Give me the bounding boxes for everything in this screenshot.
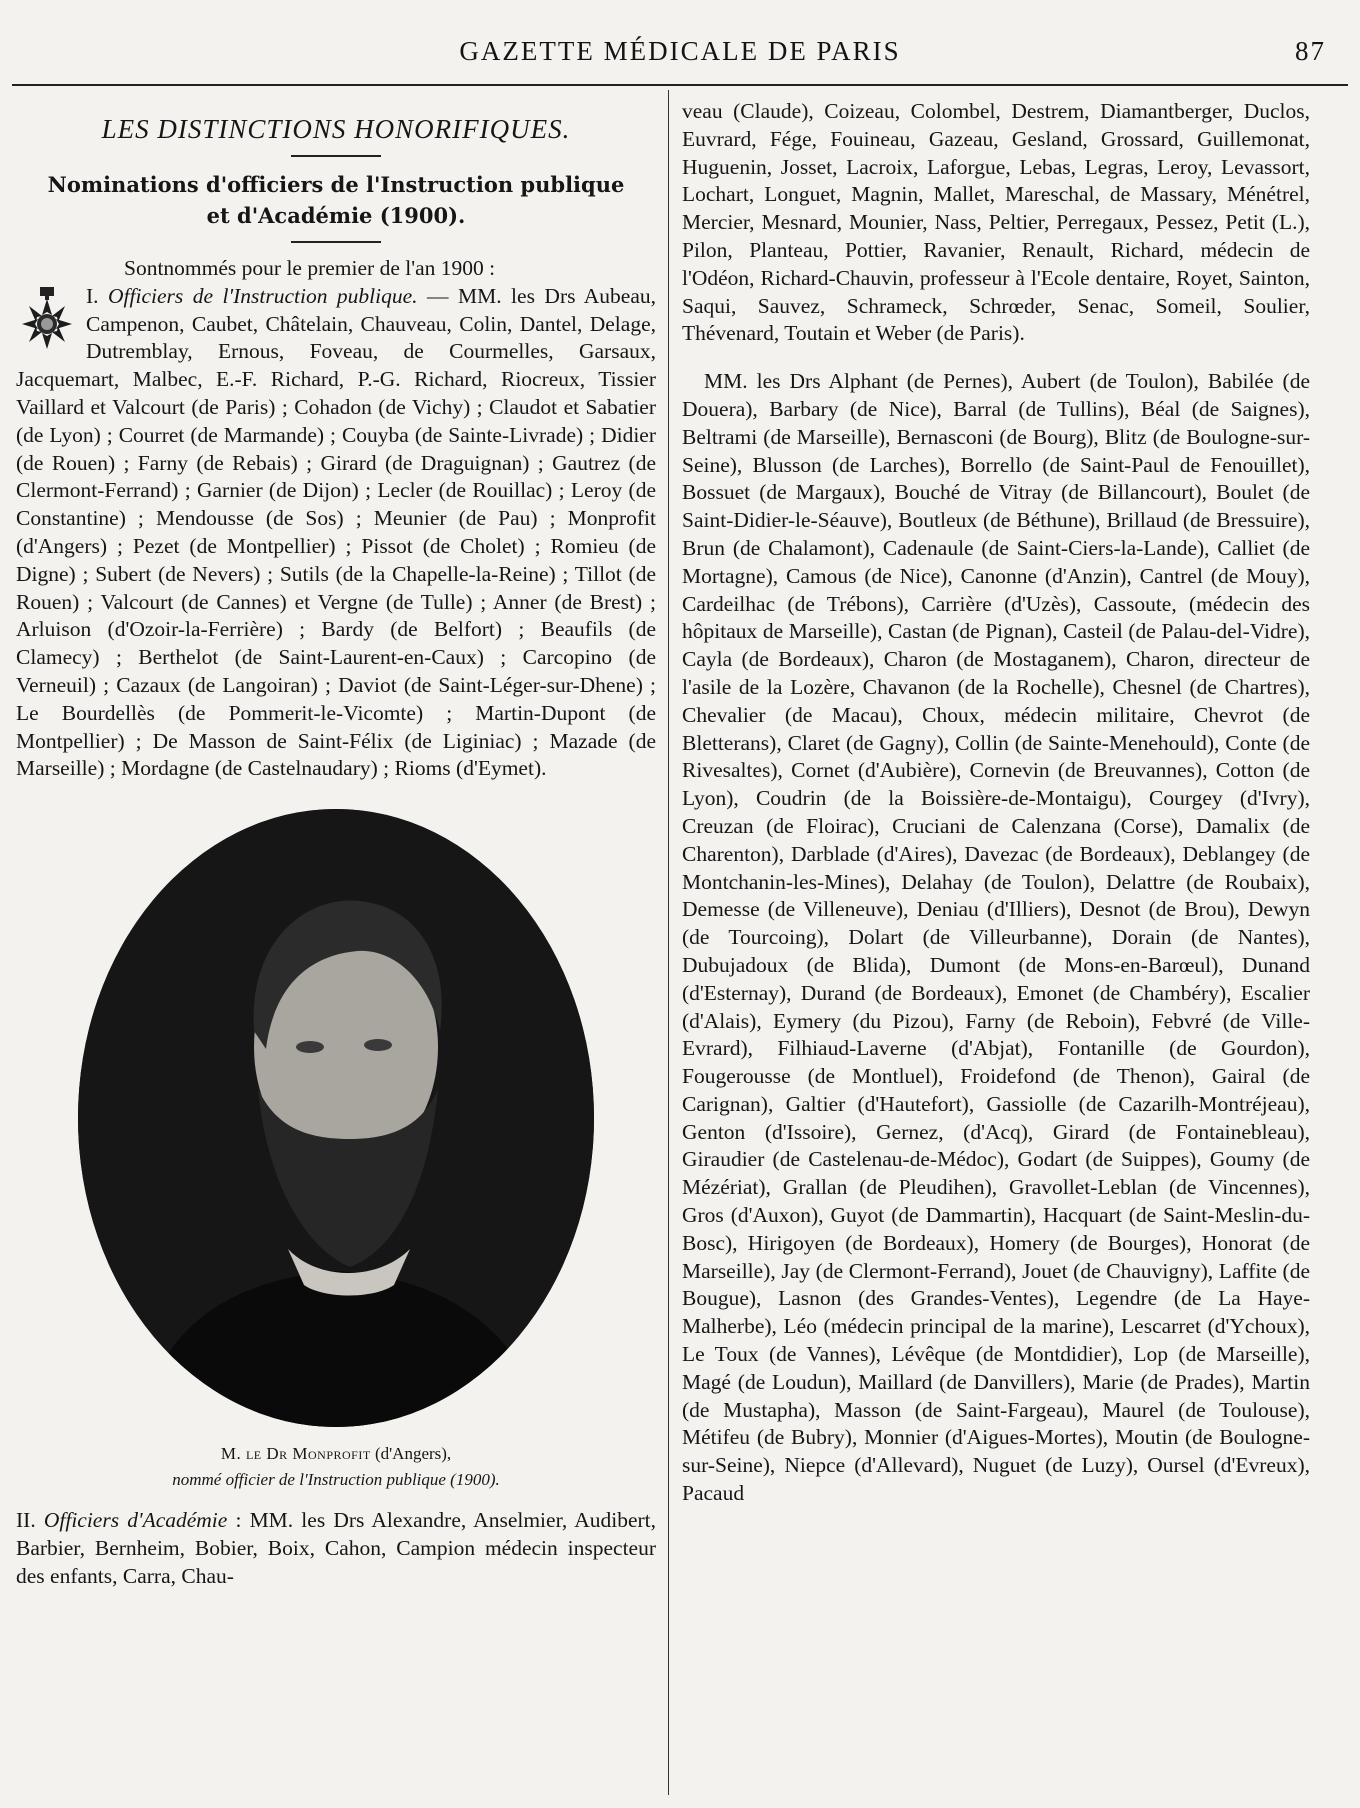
portrait-bearded-man (78, 809, 594, 1427)
portrait-figure (16, 809, 656, 1507)
right-paragraph-2: MM. les Drs Alphant (de Pernes), Aubert (de Toulon), Babilée (de Douera), Barbary (de Nice), Barral (de Tullins), Béal (de Saignes), Beltrami (de Marseille), Bernasconi (de Bourg), Blitz (de Boulogne-sur-Seine), Blusson (de Larches), Borrello (de Saint-Paul de Fenouillet), Bossuet (de Margaux), Bouché de Vitray (de Billancourt), Boulet (de Saint-Didier-le-Séauve), Boutleux (de Béthune), Brillaud (de Bressuire), Brun (de Chalamont), Cadenaule (de Saint-Ciers-la-Lande), Calliet (de Mortagne), Camous (de Nice), Canonne (d'Anzin), Cantrel (de Mouy), Cardeilhac (de Trébons), Carrière (d'Uzès), Cassoute, (médecin des hôpitaux de Marseille), Castan (de Pignan), Casteil (de Palau-del-Vidre), Cayla (de Bordeaux), Charon (de Mostaganem), Charon, directeur de l'asile de la Lozère, Chavanon (de la Rochelle), Chesnel (de Chartres), Chevalier (de Macau), Choux, médecin militaire, Chevrot (de Bletterans), Claret (de Gagny), Collin (de Sainte-Menehould), Conte (de Rivesaltes), Cornet (d'Aubière), Cornevin (de Breuvannes), Cotton (de Lyon), Coudrin (de la Boissière-de-Montaigu), Courgey (d'Ivry), Creuzan (de Floirac), Cruciani de Calenzana (Corse), Damalix (de Charenton), Darblade (d'Aires), Davezac (de Bordeaux), Deblangey (de Montchanin-les-Mines), Delahay (de Toulon), Delattre (de Roubaix), Demesse (de Villeneuve), Deniau (d'Illiers), Desnot (de Brou), Dewyn (de Tourcoing), Dolart (de Villeurbanne), Dorain (de Nantes), Dubujadoux (de Blida), Dumont (de Mons-en-Barœul), Dunand (d'Esternay), Durand (de Bordeaux), Emonet (de Chambéry), Escalier (d'Alais), Eymery (du Pizou), Farny (de Reboin), Febvré (de Ville-Evrard), Filhiaud-Laverne (d'Abjat), Fontanille (de Gourdon), Fougerousse (de Montluel), Froidefond (de Thenon), Gairal (de Carignan), Galtier (d'Hautefort), Gassiolle (de Cazarilh-Montréjeau), Genton (d'Issoire), Gernez, (d'Acq), Girard (de Fontainebleau), Giraudier (de Castelenau-de-Médoc), Godart (de Suippes), Goumy (de Mézériat), Grallan (de Pleudihen), Gravollet-Leblan (de Vincennes), Gros (d'Auxon), Guyot (de Dammartin), Hacquart (de Saint-Meslin-du-Bosc), Hirigoyen (de Bordeaux), Homery (de Bourges), Honorat (de Marseille), Jay (de Clermont-Ferrand), Jouet (de Chauvigny), Laffite (de Bougue), Lasnon (des Grandes-Ventes), Legendre (de La Haye-Malherbe), Léo (médecin principal de la marine), Lescarret (d'Ychoux), Le Toux (de Vannes), Lévêque (de Montdidier), Lop (de Marseille), Magé (de Loudun), Maillard (de Danvillers), Marie (de Prades), Martin (de Mustapha), Masson (de Saint-Fargeau), Maurel (de Toulouse), Métifeu (de Bubry), Monnier (d'Aigues-Mortes), Moutin (de Boulogne-sur-Seine), Niepce (d'Allevard), Nuguet (de Luzy), Oursel (d'Evreux), Pacaud (682, 369, 1310, 1506)
portrait-photo (78, 809, 594, 1427)
part-2-number: II. (16, 1508, 36, 1533)
part-2-paragraph (16, 1507, 656, 1590)
right-paragraph-1: veau (Claude), Coizeau, Colombel, Destrem, Diamantberger, Duclos, Euvrard, Fége, Fouineau, Gazeau, Gesland, Grossard, Guillemonat, Huguenin, Josset, Lacroix, Laforgue, Lebas, Legras, Leroy, Levassort, Lochart, Longuet, Magnin, Mallet, Mareschal, de Massary, Ménétrel, Mercier, Mesnard, Mounier, Nass, Peltier, Perregaux, Pessez, Petit (L.), Pilon, Planteau, Pottier, Ravanier, Renault, Richard, médecin de l'Odéon, Richard-Chauvin, professeur à l'Ecole dentaire, Royet, Sainton, Saqui, Sauvez, Schrameck, Schrœder, Senac, Someil, Soulier, Thévenard, Toutain et Weber (de Paris). (682, 99, 1310, 346)
section-title: LES DISTINCTIONS HONORIFIQUES. (101, 114, 571, 144)
article-heading (16, 169, 656, 231)
left-column (16, 100, 656, 1591)
caption-line-1 (16, 1441, 656, 1467)
caption-name: M. le Dr Monprofit (220, 1444, 371, 1464)
right-column (682, 98, 1310, 1508)
heading-rule (291, 241, 381, 243)
paragraph-gap (682, 348, 1310, 368)
part-1-heading: Officiers de l'Instruction publique. (108, 283, 418, 308)
caption-line-2: nommé officier de l'Instruction publique (1900). (172, 1470, 500, 1490)
part-1-paragraph (16, 283, 656, 783)
page-number: 87 (1295, 36, 1326, 66)
part-2-text: : MM. les Drs Alexandre, Anselmier, Audibert, Barbier, Bernheim, Bobier, Boix, Cahon, Campion médecin inspecteur des enfants, Carra, Chau- (16, 1508, 656, 1588)
intro-text: Sontnommés pour le premier de l'an 1900 : (124, 256, 496, 280)
journal-title: GAZETTE MÉDICALE DE PARIS (459, 36, 901, 66)
portrait-caption (16, 1441, 656, 1493)
running-head (0, 30, 1360, 76)
part-2-heading: Officiers d'Académie (43, 1508, 228, 1533)
part-1-number: I. (86, 283, 99, 308)
palmes-academiques-emblem (16, 285, 78, 363)
title-rule (291, 155, 381, 157)
column-divider (668, 90, 669, 1795)
article-heading-line-1: Nominations d'officiers de l'Instruction publique (47, 172, 625, 197)
article-heading-line-2: et d'Académie (1900). (206, 203, 466, 228)
decoration-medal-icon (16, 285, 78, 363)
header-rule (12, 84, 1348, 86)
part-1-text: — MM. les Drs Aubeau, Campenon, Caubet, Châtelain, Chauveau, Colin, Dantel, Delage, Dutremblay, Ernous, Foveau, de Courmelles, Garsaux, Jacquemart, Malbec, E.-F. Richard, P.-G. Richard, Riocreux, Tissier Vaillard et Valcourt (de Paris) ; Cohadon (de Vichy) ; Claudot et Sabatier (de Lyon) ; Courret (de Marmande) ; Couyba (de Sainte-Livrade) ; Didier (de Rouen) ; Farny (de Rebais) ; Girard (de Draguignan) ; Gautrez (de Clermont-Ferrand) ; Garnier (de Dijon) ; Lecler (de Rouillac) ; Leroy (de Constantine) ; Mendousse (de Sos) ; Meunier (de Pau) ; Monprofit (d'Angers) ; Pezet (de Montpellier) ; Pissot (de Cholet) ; Romieu (de Digne) ; Subert (de Nevers) ; Sutils (de la Chapelle-la-Reine) ; Tillot (de Rouen) ; Valcourt (de Cannes) et Vergne (de Tulle) ; Anner (de Brest) ; Arluison (d'Ozoir-la-Ferrière) ; Bardy (de Belfort) ; Beaufils (de Clamecy) ; Berthelot (de Saint-Laurent-en-Caux) ; Carcopino (de Verneuil) ; Cazaux (de Langoiran) ; Daviot (de Saint-Léger-sur-Dhene) ; Le Bourdellès (de Pommerit-le-Vicomte) ; Martin-Dupont (de Montpellier) ; De Masson de Saint-Félix (de Liginiac) ; Mazade (de Marseille) ; Mordagne (de Castelnaudary) ; Rioms (d'Eymet). (16, 283, 656, 781)
caption-place: (d'Angers), (370, 1444, 452, 1464)
